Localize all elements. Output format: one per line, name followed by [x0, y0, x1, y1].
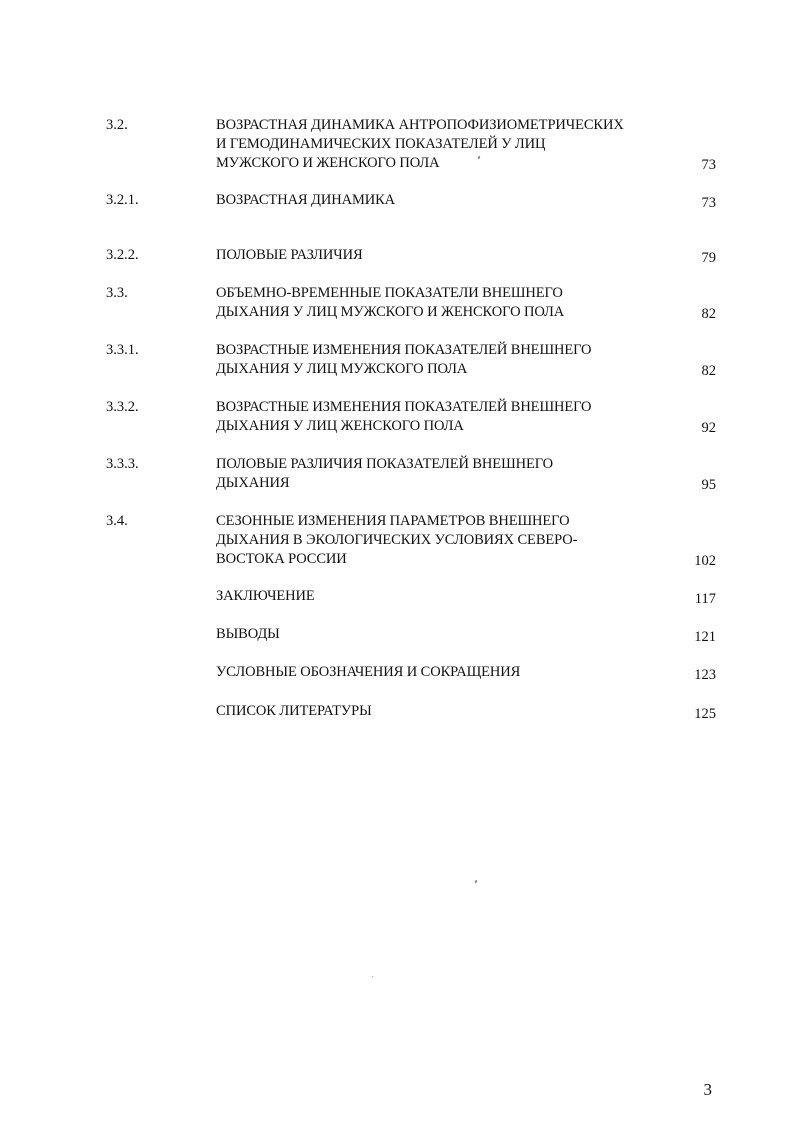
toc-page-number: 102: [694, 553, 716, 569]
toc-title-line: ВОСТОКА РОССИИ: [216, 551, 347, 567]
toc-page-number: 79: [701, 250, 716, 266]
toc-section-title: [216, 455, 686, 493]
toc-title-line: ВОЗРАСТНЫЕ ИЗМЕНЕНИЯ ПОКАЗАТЕЛЕЙ ВНЕШНЕГО: [216, 342, 592, 358]
toc-section-number: 3.3.3.: [106, 456, 139, 472]
toc-title-line: ДЫХАНИЯ У ЛИЦ МУЖСКОГО ПОЛА: [216, 361, 468, 377]
toc-section-title: [216, 191, 686, 210]
toc-section-number: 3.3.: [106, 285, 128, 301]
scan-speck: [474, 880, 477, 884]
toc-title-line: ПОЛОВЫЕ РАЗЛИЧИЯ ПОКАЗАТЕЛЕЙ ВНЕШНЕГО: [216, 456, 554, 472]
toc-section-title: [216, 663, 686, 682]
toc-title-line: ЗАКЛЮЧЕНИЕ: [216, 588, 315, 604]
toc-section-title: [216, 246, 686, 265]
toc-section-number: 3.4.: [106, 513, 128, 529]
toc-title-line: ДЫХАНИЯ У ЛИЦ МУЖСКОГО И ЖЕНСКОГО ПОЛА: [216, 304, 565, 320]
toc-section-title: [216, 398, 686, 436]
toc-title-line: УСЛОВНЫЕ ОБОЗНАЧЕНИЯ И СОКРАЩЕНИЯ: [216, 664, 521, 680]
toc-page-number: 73: [701, 157, 716, 173]
toc-page-number: 121: [694, 629, 716, 645]
toc-page-number: 95: [701, 477, 716, 493]
toc-page-number: 82: [701, 306, 716, 322]
toc-page-number: 82: [701, 363, 716, 379]
toc-title-line: ДЫХАНИЯ У ЛИЦ ЖЕНСКОГО ПОЛА: [216, 418, 464, 434]
toc-section-title: [216, 625, 686, 644]
toc-section-title: [216, 587, 686, 606]
toc-title-line: ОБЪЕМНО-ВРЕМЕННЫЕ ПОКАЗАТЕЛИ ВНЕШНЕГО: [216, 285, 563, 301]
toc-title-line: МУЖСКОГО И ЖЕНСКОГО ПОЛА: [216, 155, 440, 171]
page-number: 3: [703, 1080, 712, 1099]
toc-page-number: 92: [701, 420, 716, 436]
toc-title-line: СПИСОК ЛИТЕРАТУРЫ: [216, 703, 372, 719]
toc-section-title: [216, 341, 686, 379]
toc-section-number: 3.2.1.: [106, 192, 139, 208]
scan-speck: [372, 976, 373, 977]
toc-section-title: [216, 512, 686, 569]
toc-title-line: ПОЛОВЫЕ РАЗЛИЧИЯ: [216, 247, 363, 263]
toc-title-line: ДЫХАНИЯ: [216, 475, 290, 491]
toc-title-line: ВОЗРАСТНЫЕ ИЗМЕНЕНИЯ ПОКАЗАТЕЛЕЙ ВНЕШНЕГО: [216, 399, 592, 415]
toc-section-number: 3.2.2.: [106, 247, 139, 263]
toc-section-number: 3.3.1.: [106, 342, 139, 358]
toc-page-number: 125: [694, 706, 716, 722]
toc-section-number: 3.3.2.: [106, 399, 139, 415]
toc-page-number: 73: [701, 195, 716, 211]
toc-title-line: ВОЗРАСТНАЯ ДИНАМИКА: [216, 192, 396, 208]
toc-section-title: [216, 702, 686, 721]
toc-title-line: ВОЗРАСТНАЯ ДИНАМИКА АНТРОПОФИЗИОМЕТРИЧЕСКИХ: [216, 117, 624, 133]
toc-page-number: 117: [694, 591, 716, 607]
toc-title-line: ВЫВОДЫ: [216, 626, 280, 642]
toc-section-title: [216, 116, 686, 173]
toc-title-line: И ГЕМОДИНАМИЧЕСКИХ ПОКАЗАТЕЛЕЙ У ЛИЦ: [216, 136, 546, 152]
toc-section-title: [216, 284, 686, 322]
toc-page-number: 123: [694, 667, 716, 683]
toc-title-line: ДЫХАНИЯ В ЭКОЛОГИЧЕСКИХ УСЛОВИЯХ СЕВЕРО-: [216, 532, 578, 548]
toc-section-number: 3.2.: [106, 117, 128, 133]
toc-title-line: СЕЗОННЫЕ ИЗМЕНЕНИЯ ПАРАМЕТРОВ ВНЕШНЕГО: [216, 513, 570, 529]
